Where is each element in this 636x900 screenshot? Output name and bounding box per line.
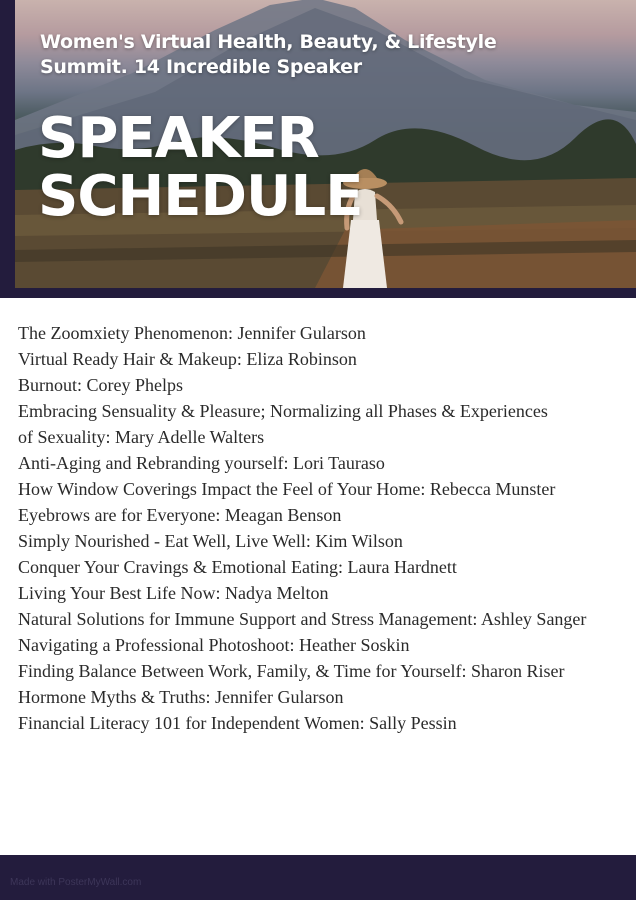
event-subtitle: Women's Virtual Health, Beauty, & Lifestyle Summit. 14 Incredible Speaker	[40, 31, 497, 78]
title-line-schedule: SCHEDULE	[38, 164, 363, 229]
schedule-item: Finding Balance Between Work, Family, & Time for Yourself: Sharon Riser	[18, 661, 565, 681]
schedule-item: Virtual Ready Hair & Makeup: Eliza Robinson	[18, 349, 357, 369]
schedule-item: Burnout: Corey Phelps	[18, 375, 183, 395]
schedule-item: Embracing Sensuality & Pleasure; Normalizing all Phases & Experiences of Sexuality: Mary Adelle Walters	[18, 401, 548, 447]
hero-banner	[0, 0, 636, 298]
schedule-item: The Zoomxiety Phenomenon: Jennifer Gularson	[18, 323, 366, 343]
schedule-item: Navigating a Professional Photoshoot: Heather Soskin	[18, 635, 410, 655]
schedule-item: Eyebrows are for Everyone: Meagan Benson	[18, 505, 342, 525]
schedule-item: Conquer Your Cravings & Emotional Eating: Laura Hardnett	[18, 557, 457, 577]
schedule-item: Living Your Best Life Now: Nadya Melton	[18, 583, 329, 603]
postermywall-watermark[interactable]: Made with PosterMyWall.com	[10, 877, 142, 888]
title-line-speaker: SPEAKER	[38, 106, 319, 171]
schedule-item: How Window Coverings Impact the Feel of Your Home: Rebecca Munster	[18, 479, 556, 499]
speaker-schedule-list	[18, 320, 636, 736]
footer-bar	[0, 855, 636, 900]
schedule-item: Anti-Aging and Rebranding yourself: Lori Tauraso	[18, 453, 385, 473]
schedule-item: Simply Nourished - Eat Well, Live Well: Kim Wilson	[18, 531, 403, 551]
schedule-item: Hormone Myths & Truths: Jennifer Gularson	[18, 687, 344, 707]
schedule-item: Natural Solutions for Immune Support and Stress Management: Ashley Sanger	[18, 609, 587, 629]
schedule-item: Financial Literacy 101 for Independent Women: Sally Pessin	[18, 713, 457, 733]
page-title	[38, 106, 378, 229]
